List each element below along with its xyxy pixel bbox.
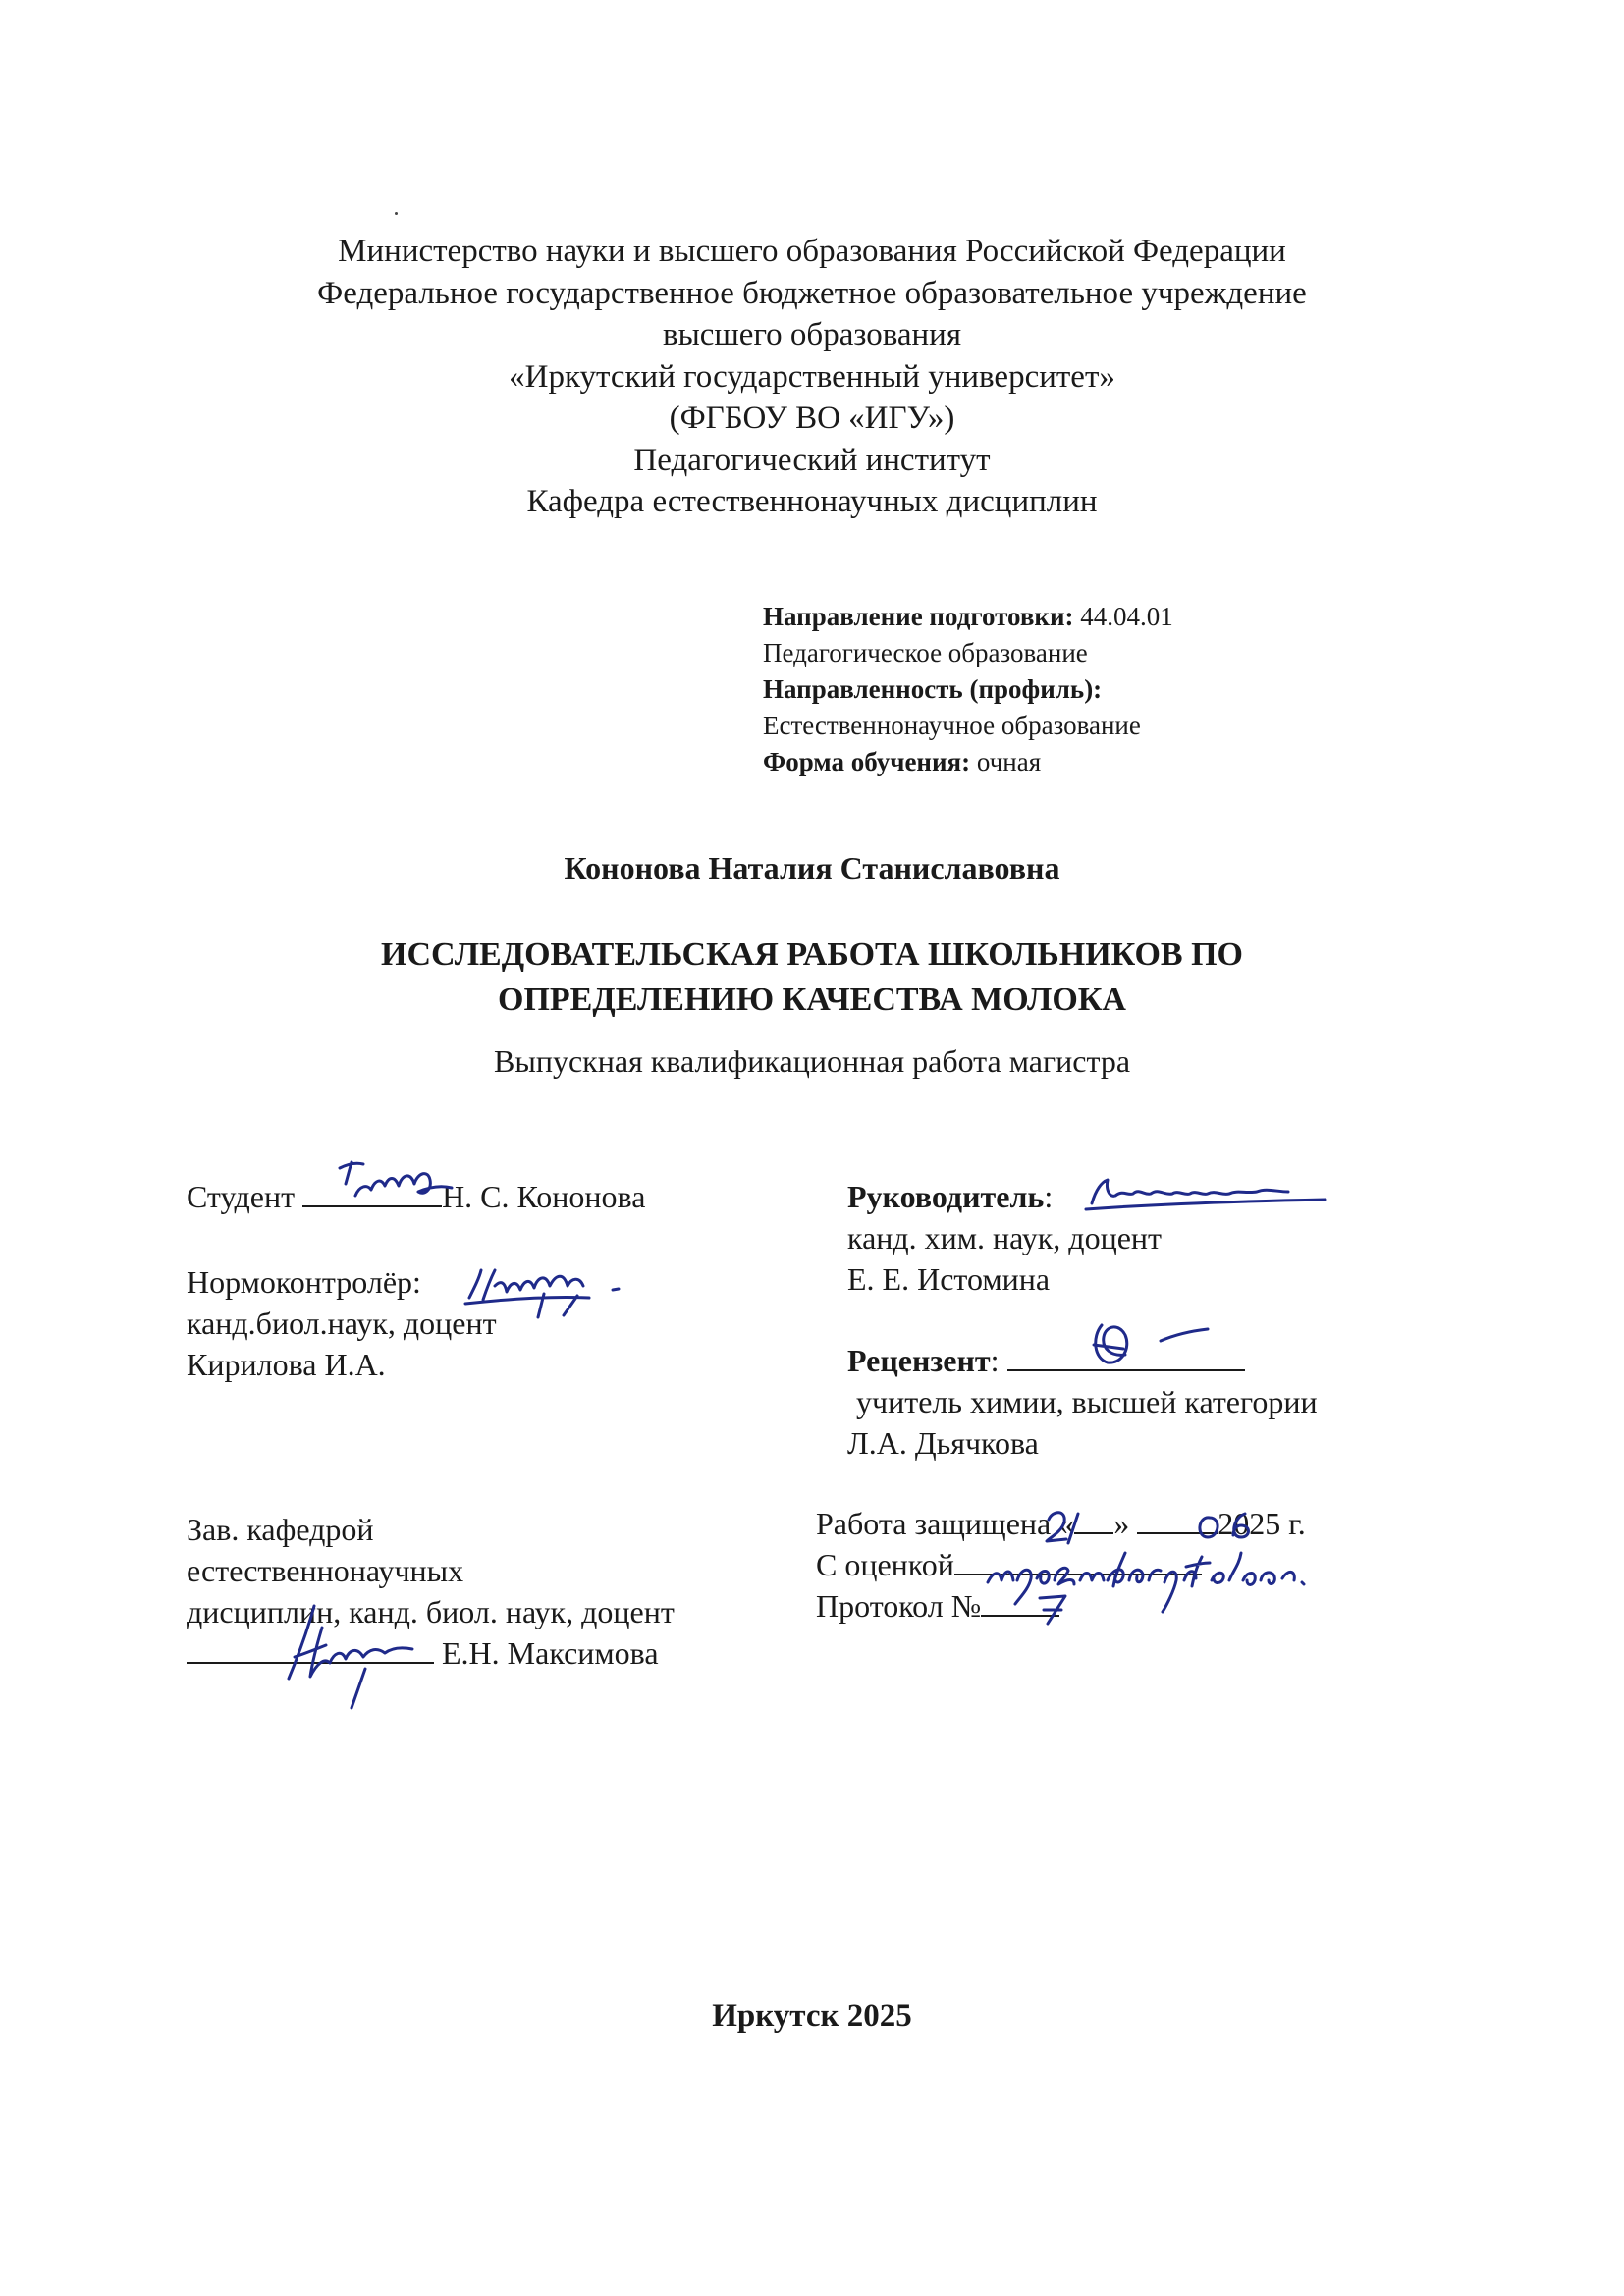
author-name: Кононова Наталия Станиславовна [564, 850, 1060, 885]
thesis-title-line-2: ОПРЕДЕЛЕНИЮ КАЧЕСТВА МОЛОКА [498, 982, 1126, 1018]
header-line-education-level: высшего образования [663, 317, 961, 352]
head-line-2: естественнонаучных [187, 1553, 464, 1588]
grade-label: С оценкой [816, 1547, 954, 1582]
direction-code: 44.04.01 [1080, 602, 1173, 631]
normcontrol-label: Нормоконтролёр: [187, 1264, 421, 1300]
header-line-abbreviation: (ФГБОУ ВО «ИГУ») [669, 400, 955, 436]
reviewer-name: Л.А. Дьячкова [847, 1425, 1039, 1461]
reviewer-position: учитель химии, высшей категории [856, 1384, 1318, 1419]
normcontrol-name: Кирилова И.А. [187, 1347, 386, 1382]
work-type: Выпускная квалификационная работа магистра [493, 1043, 1131, 1079]
reviewer-label: Рецензент [847, 1343, 991, 1378]
thesis-title-line-1: ИССЛЕДОВАТЕЛЬСКАЯ РАБОТА ШКОЛЬНИКОВ ПО [381, 936, 1243, 973]
scan-speck [395, 212, 398, 215]
supervisor-signature [1080, 1170, 1345, 1219]
normcontrol-signature [461, 1256, 687, 1335]
profile-label: Направленность (профиль): [763, 674, 1103, 704]
student-name: Н. С. Кононова [442, 1179, 646, 1214]
reviewer-block: Рецензент: учитель химии, высшей категории Л.А. Дьячкова [847, 1340, 1318, 1464]
header-line-department: Кафедра естественнонаучных дисциплин [526, 484, 1098, 519]
thesis-title [0, 933, 1624, 1023]
head-line-3: дисциплин, канд. биол. наук, доцент [187, 1594, 675, 1629]
supervisor-name: Е. Е. Истомина [847, 1261, 1051, 1297]
student-label: Студент [187, 1179, 296, 1214]
head-line-1: Зав. кафедрой [187, 1512, 374, 1547]
header-line-institution-type: Федеральное государственное бюджетное образовательное учреждение [317, 275, 1307, 311]
study-form-label: Форма обучения: [763, 747, 971, 776]
direction-label: Направление подготовки: [763, 602, 1074, 631]
city-year: Иркутск 2025 [712, 1999, 912, 2034]
defense-prefix: Работа защищена « [816, 1506, 1075, 1541]
normcontrol-degree: канд.биол.наук, доцент [187, 1306, 497, 1341]
defense-year: 2025 г. [1218, 1506, 1306, 1541]
profile-value: Естественнонаучное образование [763, 711, 1141, 740]
protocol-label: Протокол № [816, 1588, 982, 1624]
student-signature [334, 1156, 481, 1215]
defense-mid: » [1113, 1506, 1130, 1541]
normcontrol-block [187, 1261, 497, 1385]
head-name: Е.Н. Максимова [442, 1635, 659, 1671]
header-line-ministry: Министерство науки и высшего образования Российской Федерации [338, 234, 1286, 269]
institution-header [0, 231, 1624, 523]
supervisor-block: Руководитель: канд. хим. наук, доцент Е. Е. Истомина [847, 1176, 1162, 1300]
head-signature [255, 1598, 432, 1726]
supervisor-label: Руководитель [847, 1179, 1045, 1214]
header-line-institute: Педагогический институт [633, 442, 991, 478]
protocol-number-handwriting [1026, 1582, 1085, 1631]
reviewer-signature [1080, 1315, 1237, 1384]
header-line-university: «Иркутский государственный университет» [509, 358, 1115, 395]
supervisor-degree: канд. хим. наук, доцент [847, 1220, 1163, 1255]
direction-value: Педагогическое образование [763, 638, 1088, 667]
study-direction-block [763, 599, 1173, 780]
study-form-value: очная [976, 747, 1042, 776]
